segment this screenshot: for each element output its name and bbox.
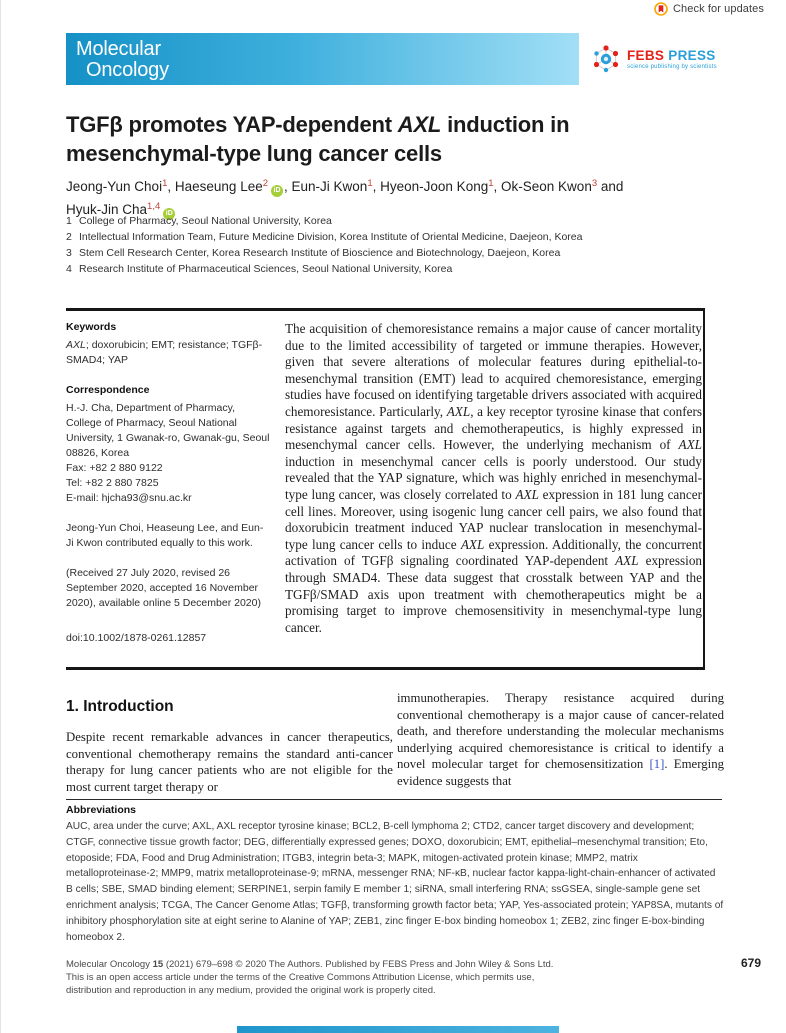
author-name: Ok-Seon Kwon (501, 179, 592, 194)
author-name: Hyuk-Jin Cha (66, 202, 148, 217)
correspondence-block (66, 383, 270, 506)
footer-citation-line: Molecular Oncology 15 (2021) 679–698 © 2020 The Authors. Published by FEBS Press and John Wiley & Sons Ltd. (66, 959, 554, 970)
abstract-text: The acquisition of chemoresistance remains a major cause of cancer mortality due to the limited accessibility of targeted or immune therapies. However, given that severe alterations of molecular features during epithelial-to-mesenchymal transition (EMT) lead to acquired chemoresistance, emerging studies have focused on identifying targetable drivers associated with acquired chemoresistance. Particularly, AXL, a key receptor tyrosine kinase that confers resistance against targets and chemotherapeutics, is highly expressed in mesenchymal cancer cells. However, the underlying mechanism of AXL induction in mesenchymal cancer cells is poorly understood. Our study revealed that the YAP signature, which was highly enriched in mesenchymal-type lung cancer, was closely correlated to AXL expression in 181 lung cancer cell lines. Moreover, using isogenic lung cancer cell pairs, we also found that doxorubicin treatment induced YAP nuclear translocation in mesenchymal-type lung cancer cells to induce AXL expression. Additionally, the concurrent activation of TGFβ signaling coordinated YAP-dependent AXL expression through SMAD4. These data suggest that crosstalk between YAP and the TGFβ/SMAD axis upon treatment with chemotherapeutics might be a promising target to improve chemosensitivity in mesenchymal-type lung cancer. (285, 321, 703, 635)
correspondence-line: Fax: +82 2 880 9122 (66, 462, 163, 474)
journal-banner (66, 33, 579, 85)
divider-bottom-rule (66, 667, 705, 670)
keywords-block (66, 320, 270, 368)
abbreviations-heading: Abbreviations (66, 804, 137, 816)
author-name: Eun-Ji Kwon (291, 179, 368, 194)
febs-wordmark-press: PRESS (668, 47, 716, 63)
introduction-column-left: Despite recent remarkable advances in cancer therapeutics, conventional chemotherapy remains the standard anti-cancer therapy for lung cancer patients who are not eligible for the most current target therapy or (66, 730, 393, 794)
orcid-icon[interactable]: iD (163, 208, 175, 220)
febs-tagline: science publishing by scientists (627, 63, 717, 70)
abbreviations-rule (66, 799, 722, 800)
author-affiliation-superscript: 3 (591, 178, 598, 189)
correspondence-text (66, 401, 270, 506)
febs-molecule-icon (589, 42, 623, 76)
article-title: TGFβ promotes YAP-dependent AXL induction in mesenchymal-type lung cancer cells (66, 112, 570, 166)
introduction-column-right: immunotherapies. Therapy resistance acquired during conventional chemotherapy is a major cause of cancer-related death, and therefore understanding the molecular mechanisms underlying acquired chemoresistance is critical to identify a novel molecular target for chemosensitization [1]. Emerging evidence suggests that (397, 691, 724, 788)
author-name: Hyeon-Joon Kong (380, 179, 489, 194)
footer-block (66, 958, 686, 997)
keywords-text: AXL; doxorubicin; EMT; resistance; TGFβ-SMAD4; YAP (66, 339, 263, 366)
febs-press-logo (589, 42, 717, 76)
keywords-heading: Keywords (66, 321, 117, 333)
introduction-heading: 1. Introduction (66, 698, 174, 715)
doi-link[interactable]: doi:10.1002/1878-0261.12857 (66, 632, 207, 644)
next-page-banner-sliver (237, 1026, 559, 1033)
footer-license-line-2: distribution and reproduction in any medium, provided the original work is properly cited. (66, 985, 436, 996)
correspondence-email[interactable]: E-mail: hjcha93@snu.ac.kr (66, 492, 192, 504)
correspondence-line: Tel: +82 2 880 7825 (66, 477, 159, 489)
author-affiliation-superscript: 1 (488, 178, 494, 189)
divider-top-rule (66, 308, 705, 311)
divider-right-rule (703, 308, 705, 670)
journal-name-line1: Molecular (76, 38, 161, 60)
author-name: Haeseung Lee (174, 179, 263, 194)
author-affiliation-superscript: 2 (262, 178, 269, 189)
febs-press-wordmark (627, 49, 717, 70)
article-history: (Received 27 July 2020, revised 26 September 2020, accepted 16 November 2020), available online 5 December 2020) (66, 567, 261, 609)
footer-license-line-1: This is an open access article under the terms of the Creative Commons Attribution License, which permits use, (66, 972, 535, 983)
author-list: Jeong-Yun Choi$^1$, Haeseung Lee$^2$iD , Eun-Ji Kwon$^1$, Hyeon-Joon Kong$^1$, Ok-Seon Kwon$^3$ and Hyuk-Jin Cha$^{1,4}$iD (66, 176, 686, 222)
author-affiliation-superscript: 1 (367, 178, 373, 189)
author-affiliation-superscript: 1 (162, 178, 168, 189)
orcid-icon[interactable]: iD (271, 185, 283, 197)
author-affiliation-superscript: 1,4 (147, 201, 161, 212)
affiliation-row: 2 Intellectual Information Team, Future Medicine Division, Korea Institute of Oriental Medicine, Daejeon, Korea (66, 231, 583, 243)
journal-name-line2: Oncology (86, 59, 169, 81)
check-for-updates-button[interactable] (654, 2, 764, 16)
article-meta-column (66, 320, 270, 646)
abbreviations-text: AUC, area under the curve; AXL, AXL receptor tyrosine kinase; BCL2, B-cell lymphoma 2; CTD2, cancer target discovery and development; CTGF, connective tissue growth factor; DEG, differentially expressed genes; DOXO, doxorubicin; EMT, epithelial–mesenchymal transition; Eto, etoposide; FDA, Food and Drug Administration; ITGB3, integrin beta-3; MAPK, mitogen-activated protein kinase; MMP2, matrix metalloproteinase-2; MMP9, matrix metalloproteinase-9; mRNA, messenger RNA; NF-κB, nuclear factor kappa-light-chain-enhancer of activated B cells; SBE, SMAD binding element; SERPINE1, serpin family E member 1; siRNA, small interfering RNA; ssGSEA, single-sample gene set enrichment analysis; TCGA, The Cancer Genome Atlas; TGFβ, transforming growth factor beta; YAP, Yes-associated protein; YAP8SA, mutants of inhibitory phosphorylation site at eight serine to Alanine of YAP; ZEB1, zinc finger E-box binding homeobox 1; ZEB2, zinc finger E-box-binding homeobox 2. (66, 821, 724, 943)
author-name: Jeong-Yun Choi (66, 179, 163, 194)
contribution-note: Jeong-Yun Choi, Heaseung Lee, and Eun-Ji Kwon contributed equally to this work. (66, 522, 264, 549)
page-number: 679 (741, 956, 762, 970)
affiliation-row: 3 Stem Cell Research Center, Korea Research Institute of Bioscience and Biotechnology, Daejeon, Korea (66, 247, 561, 259)
affiliation-row: 1 College of Pharmacy, Seoul National University, Korea (66, 215, 332, 227)
check-for-updates-label: Check for updates (673, 3, 764, 15)
check-for-updates-icon (654, 2, 668, 16)
citation-link[interactable]: [1] (649, 757, 665, 771)
correspondence-heading: Correspondence (66, 384, 150, 396)
affiliation-list (66, 213, 582, 277)
affiliation-row: 4 Research Institute of Pharmaceutical Sciences, Seoul National University, Korea (66, 263, 453, 275)
correspondence-line: H.-J. Cha, Department of Pharmacy, College of Pharmacy, Seoul National University, 1 Gwanak-ro, Gwanak-gu, Seoul 08826, Korea (66, 402, 270, 459)
febs-wordmark-febs: FEBS (627, 47, 665, 63)
